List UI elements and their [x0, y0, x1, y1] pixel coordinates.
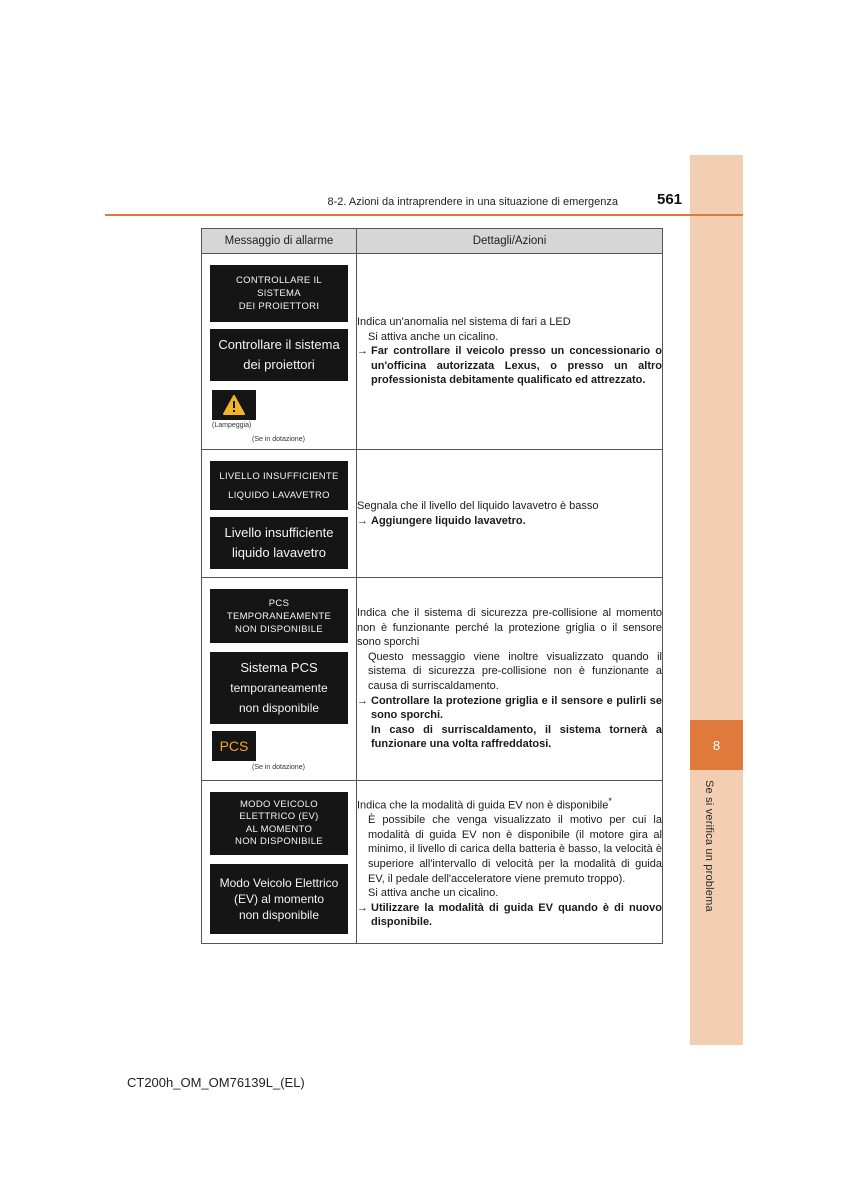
message-display-small	[210, 461, 348, 510]
table-row	[202, 578, 663, 781]
display-line: LIQUIDO LAVAVETRO	[228, 489, 330, 501]
table-row	[202, 781, 663, 944]
message-display-large	[210, 517, 348, 569]
display-line: Controllare il sistema	[218, 337, 340, 352]
description: Indica un'anomalia nel sistema di fari a LED	[357, 316, 571, 329]
action-continuation: In caso di surriscaldamento, il sistema tornerà a funzionare una volta raffreddatosi.	[371, 723, 662, 751]
icon-caption: (Lampeggia)	[212, 422, 252, 429]
display-line: NON DISPONIBILE	[235, 623, 323, 635]
display-line: temporaneamente	[230, 681, 328, 695]
pcs-warning-icon: PCS	[212, 731, 256, 761]
display-line: AL MOMENTO	[245, 823, 313, 835]
alarm-table	[201, 228, 663, 944]
page-number: 561	[657, 191, 683, 208]
message-display-large	[210, 329, 348, 381]
table-header-row	[202, 229, 663, 254]
display-line: dei proiettori	[243, 357, 315, 372]
details-cell	[357, 450, 663, 578]
action-text: Far controllare il veicolo presso un concessionario o un'officina autorizzata Lexus, o presso un altro professionista debitamente qualificato ed attrezzato.	[371, 345, 662, 387]
action-text: Controllare la protezione griglia e il sensore e pulirli se sono sporchi.	[371, 694, 662, 722]
details-cell	[357, 254, 663, 450]
display-line: MODO VEICOLO	[239, 798, 318, 810]
message-display-large	[210, 652, 348, 724]
arrow-icon: →	[357, 514, 368, 527]
sub-description: È possibile che venga visualizzato il motivo per cui la modalità di guida EV non è disponibile (il motore gira al minimo, il livello di carica della batteria è basso, la velocità è superiore all'intervallo di velocità per la modalità di guida EV, il pedale dell'acceleratore viene premuto troppo).	[368, 814, 662, 885]
message-cell	[202, 781, 357, 944]
message-cell	[202, 578, 357, 781]
equipment-note: (Se in dotazione)	[252, 764, 305, 771]
display-line: Modo Veicolo Elettrico	[219, 876, 339, 890]
display-line: ELETTRICO (EV)	[239, 811, 319, 822]
details-cell	[357, 781, 663, 944]
display-line: Livello insufficiente	[224, 525, 334, 540]
header-rule	[105, 214, 743, 216]
chapter-number-tab: 8	[690, 720, 743, 770]
equipment-note: (Se in dotazione)	[252, 436, 305, 443]
action-item	[357, 901, 662, 930]
display-line: (EV) al momento	[233, 892, 324, 906]
action-text: Aggiungere liquido lavavetro.	[371, 514, 526, 527]
chapter-side-tab	[690, 155, 743, 1045]
description: Segnala che il livello del liquido lavavetro è basso	[357, 499, 599, 512]
message-display-small	[210, 589, 348, 643]
action-item	[357, 694, 662, 723]
message-display-small	[210, 792, 348, 855]
display-line: Sistema PCS	[240, 660, 318, 675]
footnote-asterisk: *	[608, 796, 612, 806]
message-cell	[202, 254, 357, 450]
column-header-details: Dettagli/Azioni	[357, 229, 663, 254]
display-line: non disponibile	[238, 908, 320, 922]
action-text: Utilizzare la modalità di guida EV quando è di nuovo disponibile.	[371, 901, 662, 929]
action-item	[357, 514, 662, 529]
display-line: SISTEMA	[257, 288, 301, 299]
document-code: CT200h_OM_OM76139L_(EL)	[127, 1075, 305, 1090]
message-display-large	[210, 864, 348, 934]
arrow-icon: →	[357, 694, 368, 707]
sub-description: Si attiva anche un cicalino.	[368, 887, 499, 900]
sub-description: Si attiva anche un cicalino.	[368, 330, 499, 343]
column-header-message: Messaggio di allarme	[202, 229, 357, 254]
display-line: DEI PROIETTORI	[238, 301, 320, 312]
arrow-icon: →	[357, 901, 368, 914]
display-line: NON DISPONIBILE	[235, 836, 323, 847]
message-display-small	[210, 265, 348, 322]
section-title: 8-2. Azioni da intraprendere in una situazione di emergenza	[327, 196, 618, 208]
warning-triangle-icon	[212, 390, 256, 420]
description: Indica che il sistema di sicurezza pre-collisione al momento non è funzionante perché la protezione griglia o il sensore sono sporchi	[357, 607, 662, 649]
display-line: CONTROLLARE IL	[235, 275, 323, 286]
message-cell	[202, 450, 357, 578]
display-line: liquido lavavetro	[232, 545, 326, 560]
arrow-icon: →	[357, 345, 368, 358]
table-row	[202, 254, 663, 450]
display-line: LIVELLO INSUFFICIENTE	[219, 470, 339, 482]
description: Indica che la modalità di guida EV non è disponibile*	[357, 796, 612, 812]
display-line: PCS	[268, 597, 290, 609]
table-row	[202, 450, 663, 578]
display-line: TEMPORANEAMENTE	[226, 610, 332, 622]
sub-description: Questo messaggio viene inoltre visualizzato quando il sistema di sicurezza pre-collisione non è funzionante a causa di surriscaldamento.	[368, 650, 662, 692]
display-line: non disponibile	[238, 701, 320, 715]
chapter-title: Se si verifica un problema	[703, 780, 715, 912]
details-cell	[357, 578, 663, 781]
action-item	[357, 344, 662, 388]
